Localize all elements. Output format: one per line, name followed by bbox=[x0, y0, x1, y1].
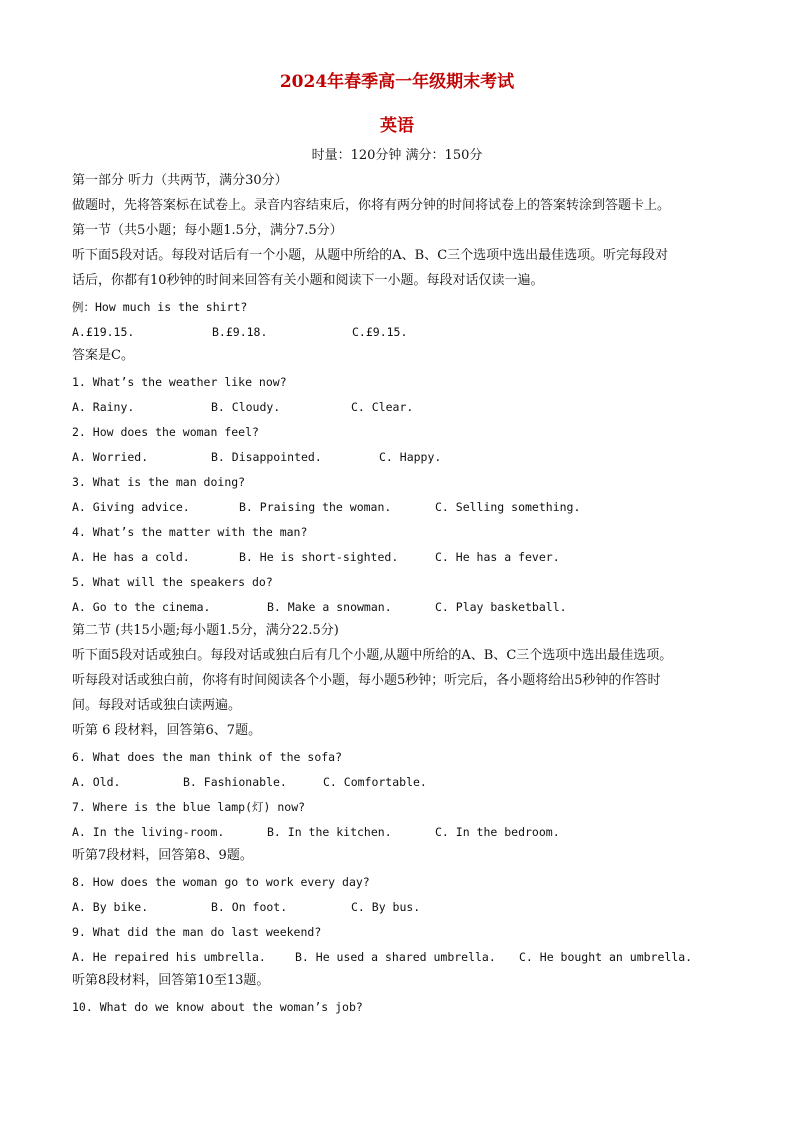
question-6-options bbox=[72, 773, 427, 791]
question-9: 9. What did the man do last weekend? bbox=[72, 925, 322, 939]
question-5-options bbox=[72, 598, 567, 616]
q3-option-a: A. Giving advice. bbox=[72, 500, 190, 514]
question-6: 6. What does the man think of the sofa? bbox=[72, 750, 343, 764]
question-9-options bbox=[72, 948, 692, 966]
question-3: 3. What is the man doing? bbox=[72, 475, 246, 489]
q4-option-c: C. He has a fever. bbox=[435, 550, 560, 564]
q7-option-a: A. In the living-room. bbox=[72, 825, 225, 839]
example-answer: 答案是C。 bbox=[72, 348, 134, 363]
q1-option-a: A. Rainy. bbox=[72, 400, 135, 414]
question-3-options bbox=[72, 498, 580, 516]
section2-instruction-line2: 听每段对话或独白前，你将有时间阅读各个小题，每小题5秒钟；听完后，各小题将给出5秒钟的作答时 bbox=[72, 673, 661, 688]
question-7: 7. Where is the blue lamp(灯) now? bbox=[72, 800, 306, 814]
question-5: 5. What will the speakers do? bbox=[72, 575, 273, 589]
question-2-options bbox=[72, 448, 441, 466]
section2-heading: 第二节 (共15小题;每小题1.5分，满分22.5分) bbox=[72, 623, 339, 638]
question-1: 1. What’s the weather like now? bbox=[72, 375, 287, 389]
question-4-options bbox=[72, 548, 560, 566]
q6-option-b: B. Fashionable. bbox=[183, 775, 287, 789]
section1-heading: 第一节（共5小题；每小题1.5分，满分7.5分） bbox=[72, 223, 343, 238]
question-2: 2. How does the woman feel? bbox=[72, 425, 259, 439]
question-1-options bbox=[72, 398, 413, 416]
q5-option-a: A. Go to the cinema. bbox=[72, 600, 211, 614]
material-6-heading: 听第 6 段材料，回答第6、7题。 bbox=[72, 723, 262, 738]
question-7-options bbox=[72, 823, 560, 841]
q8-option-b: B. On foot. bbox=[211, 900, 288, 914]
q5-option-c: C. Play basketball. bbox=[435, 600, 567, 614]
part1-heading: 第一部分 听力（共两节，满分30分） bbox=[72, 173, 288, 188]
question-8: 8. How does the woman go to work every day? bbox=[72, 875, 370, 889]
example-options bbox=[72, 323, 407, 341]
q7-option-c: C. In the bedroom. bbox=[435, 825, 560, 839]
q6-option-c: C. Comfortable. bbox=[323, 775, 427, 789]
question-4: 4. What’s the matter with the man? bbox=[72, 525, 308, 539]
q8-option-c: C. By bus. bbox=[351, 900, 421, 914]
question-8-options bbox=[72, 898, 420, 916]
section2-instruction-line1: 听下面5段对话或独白。每段对话或独白后有几个小题,从题中所给的A、B、C三个选项中选出最佳选项。 bbox=[72, 648, 673, 663]
material-8-heading: 听第8段材料，回答第10至13题。 bbox=[72, 973, 270, 988]
q9-option-c: C. He bought an umbrella. bbox=[519, 950, 693, 964]
q2-option-a: A. Worried. bbox=[72, 450, 149, 464]
q3-option-c: C. Selling something. bbox=[435, 500, 581, 514]
q5-option-b: B. Make a snowman. bbox=[267, 600, 392, 614]
question-10: 10. What do we know about the woman’s job? bbox=[72, 1000, 363, 1014]
part1-instruction: 做题时，先将答案标在试卷上。录音内容结束后，你将有两分钟的时间将试卷上的答案转涂到答题卡上。 bbox=[72, 198, 671, 213]
example-option-a: A.£19.15. bbox=[72, 325, 135, 339]
exam-title: 2024年春季高一年级期末考试 bbox=[279, 72, 515, 92]
example-question: 例：How much is the shirt? bbox=[72, 300, 248, 314]
q8-option-a: A. By bike. bbox=[72, 900, 149, 914]
example-option-c: C.£9.15. bbox=[352, 325, 408, 339]
section1-instruction-line2: 话后，你都有10秒钟的时间来回答有关小题和阅读下一小题。每段对话仅读一遍。 bbox=[72, 273, 544, 288]
q2-option-b: B. Disappointed. bbox=[211, 450, 322, 464]
q3-option-b: B. Praising the woman. bbox=[239, 500, 392, 514]
material-7-heading: 听第7段材料，回答第8、9题。 bbox=[72, 848, 253, 863]
q2-option-c: C. Happy. bbox=[379, 450, 442, 464]
q6-option-a: A. Old. bbox=[72, 775, 121, 789]
q1-option-b: B. Cloudy. bbox=[211, 400, 281, 414]
q9-option-a: A. He repaired his umbrella. bbox=[72, 950, 266, 964]
section2-instruction-line3: 间。每段对话或独白读两遍。 bbox=[72, 698, 242, 713]
example-option-b: B.£9.18. bbox=[212, 325, 268, 339]
time-info: 时量：120分钟 满分：150分 bbox=[311, 148, 483, 163]
q9-option-b: B. He used a shared umbrella. bbox=[295, 950, 496, 964]
q4-option-b: B. He is short-sighted. bbox=[239, 550, 399, 564]
subject-title: 英语 bbox=[380, 116, 414, 136]
section1-instruction-line1: 听下面5段对话。每段对话后有一个小题，从题中所给的A、B、C三个选项中选出最佳选项。听完每段对 bbox=[72, 248, 669, 263]
q7-option-b: B. In the kitchen. bbox=[267, 825, 392, 839]
q1-option-c: C. Clear. bbox=[351, 400, 414, 414]
q4-option-a: A. He has a cold. bbox=[72, 550, 190, 564]
